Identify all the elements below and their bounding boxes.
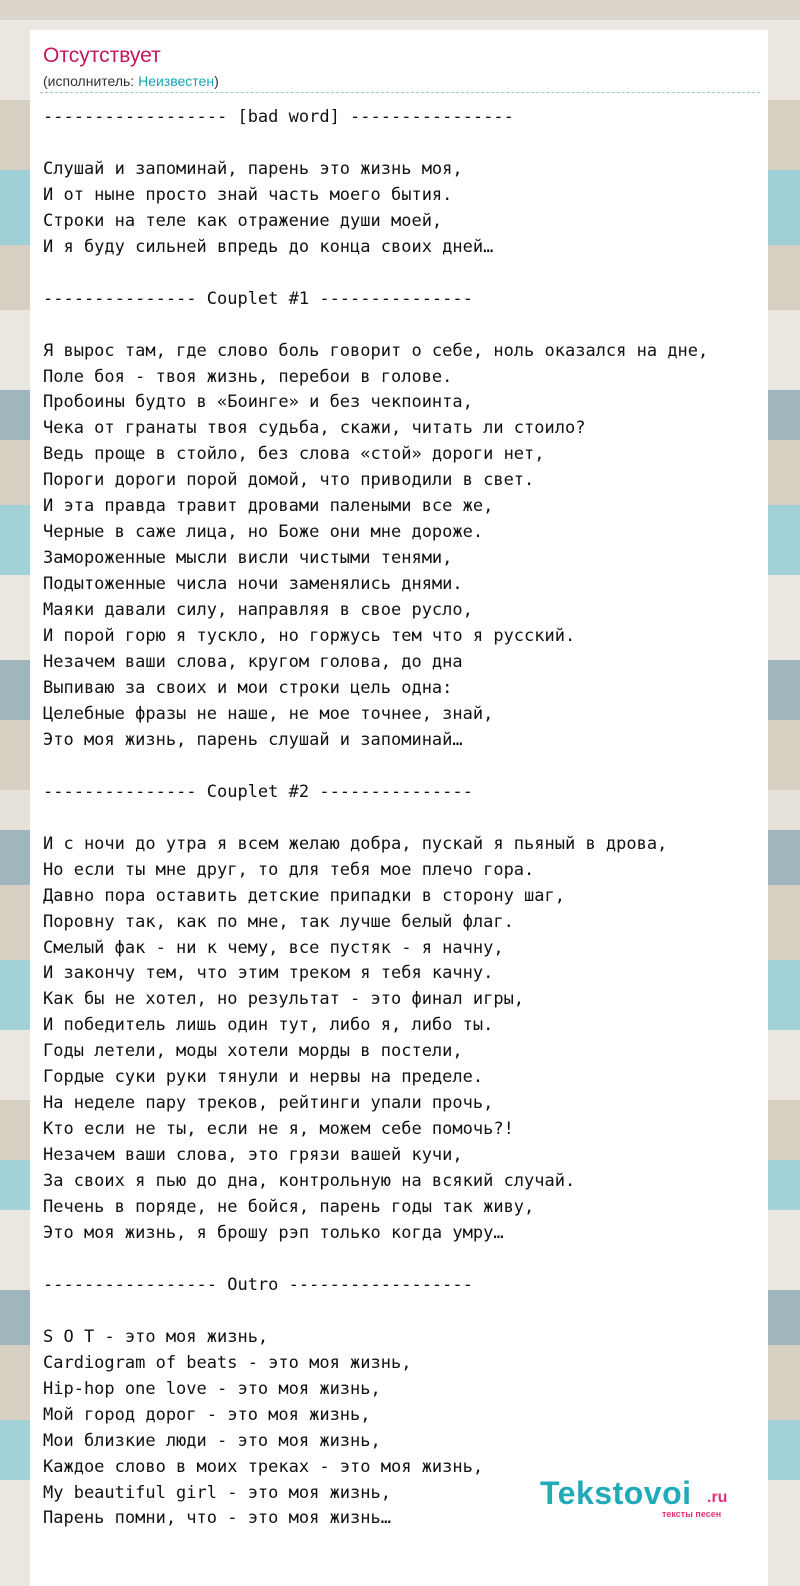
- lyric-line: --------------- Couplet #1 ---------------: [43, 288, 473, 309]
- lyric-line: Гордые суки руки тянули и нервы на пределе.: [43, 1067, 484, 1088]
- logo-tld: .ru: [707, 1489, 728, 1506]
- lyric-line: Это моя жизнь, я брошу рэп только когда умру…: [43, 1222, 504, 1243]
- lyric-line: Кто если не ты, если не я, можем себе помочь?!: [43, 1119, 514, 1140]
- lyric-line: На неделе пару треков, рейтинги упали прочь,: [43, 1093, 494, 1114]
- lyric-line: И эта правда травит дровами палеными все же,: [43, 496, 494, 517]
- lyric-line: Пороги дороги порой домой, что приводили в свет.: [43, 470, 535, 491]
- lyric-line: И от ныне просто знай часть моего бытия.: [43, 184, 453, 205]
- lyric-line: Печень в поряде, не бойся, парень годы так живу,: [43, 1197, 535, 1218]
- lyric-line: Незачем ваши слова, это грязи вашей кучи,: [43, 1145, 463, 1166]
- lyric-line: Замороженные мысли висли чистыми тенями,: [43, 548, 453, 569]
- lyric-line: И я буду сильней впредь до конца своих дней…: [43, 236, 494, 257]
- lyric-line: ------------------ [bad word] ----------------: [43, 107, 514, 127]
- lyric-line: S O T - это моя жизнь,: [43, 1326, 269, 1347]
- lyric-line: Пробоины будто в «Боинге» и без чекпоинта,: [43, 392, 473, 413]
- lyric-line: My beautiful girl - это моя жизнь,: [43, 1482, 391, 1503]
- song-title: Отсутствует: [43, 44, 161, 67]
- lyric-line: Как бы не хотел, но результат - это финал игры,: [43, 989, 525, 1010]
- lyric-line: Целебные фразы не наше, не мое точнее, знай,: [43, 703, 494, 724]
- site-logo[interactable]: [540, 1475, 740, 1525]
- lyric-line: Каждое слово в моих треках - это моя жизнь,: [43, 1456, 484, 1477]
- song-subtitle: [43, 72, 219, 90]
- subtitle-suffix: ): [214, 73, 219, 89]
- artist-link[interactable]: Неизвестен: [138, 73, 215, 89]
- title-divider: [40, 92, 760, 93]
- lyrics-page: [30, 30, 768, 1586]
- lyric-line: Мои близкие люди - это моя жизнь,: [43, 1430, 381, 1451]
- lyric-line: Годы летели, моды хотели морды в постели,: [43, 1041, 463, 1062]
- lyric-line: Чека от гранаты твоя судьба, скажи, читать ли стоило?: [43, 418, 586, 439]
- lyric-line: Но если ты мне друг, то для тебя мое плечо гора.: [43, 859, 535, 880]
- lyric-line: И победитель лишь один тут, либо я, либо ты.: [43, 1015, 494, 1036]
- lyric-line: Поле боя - твоя жизнь, перебои в голове.: [43, 366, 453, 387]
- lyric-line: Подытоженные числа ночи заменялись днями.: [43, 574, 463, 595]
- lyric-line: Парень помни, что - это моя жизнь…: [43, 1508, 391, 1529]
- lyric-line: Поровну так, как по мне, так лучше белый флаг.: [43, 911, 514, 932]
- logo-name: Tekstovoi: [540, 1475, 692, 1511]
- lyric-line: И с ночи до утра я всем желаю добра, пускай я пьяный в дрова,: [43, 833, 668, 854]
- lyric-line: Черные в саже лица, но Боже они мне дороже.: [43, 522, 484, 543]
- lyric-line: Строки на теле как отражение души моей,: [43, 210, 443, 231]
- lyric-line: Давно пора оставить детские припадки в сторону шаг,: [43, 885, 565, 906]
- lyric-line: Слушай и запоминай, парень это жизнь моя,: [43, 158, 463, 179]
- lyric-line: --------------- Couplet #2 ---------------: [43, 781, 473, 802]
- lyric-line: Незачем ваши слова, кругом голова, до дна: [43, 652, 463, 673]
- lyric-line: Это моя жизнь, парень слушай и запоминай…: [43, 729, 463, 750]
- lyric-line: Выпиваю за своих и мои строки цель одна:: [43, 677, 453, 698]
- subtitle-prefix: (исполнитель:: [43, 73, 139, 89]
- lyric-line: И закончу тем, что этим треком я тебя качну.: [43, 963, 494, 984]
- logo-tagline: тексты песен: [662, 1509, 722, 1519]
- lyrics-text: [43, 105, 763, 1532]
- lyric-line: Ведь проще в стойло, без слова «стой» дороги нет,: [43, 444, 545, 465]
- lyric-line: Смелый фак - ни к чему, все пустяк - я начну,: [43, 937, 504, 958]
- lyric-line: И порой горю я тускло, но горжусь тем что я русский.: [43, 626, 576, 647]
- lyric-line: Маяки давали силу, направляя в свое русло,: [43, 600, 473, 621]
- lyric-line: Hip-hop one love - это моя жизнь,: [43, 1378, 381, 1399]
- lyric-line: За своих я пью до дна, контрольную на всякий случай.: [43, 1171, 576, 1192]
- lyric-line: ----------------- Outro ------------------: [43, 1274, 473, 1295]
- lyric-line: Мой город дорог - это моя жизнь,: [43, 1404, 371, 1425]
- lyric-line: Я вырос там, где слово боль говорит о себе, ноль оказался на дне,: [43, 340, 709, 361]
- lyric-line: Cardiogram of beats - это моя жизнь,: [43, 1352, 412, 1373]
